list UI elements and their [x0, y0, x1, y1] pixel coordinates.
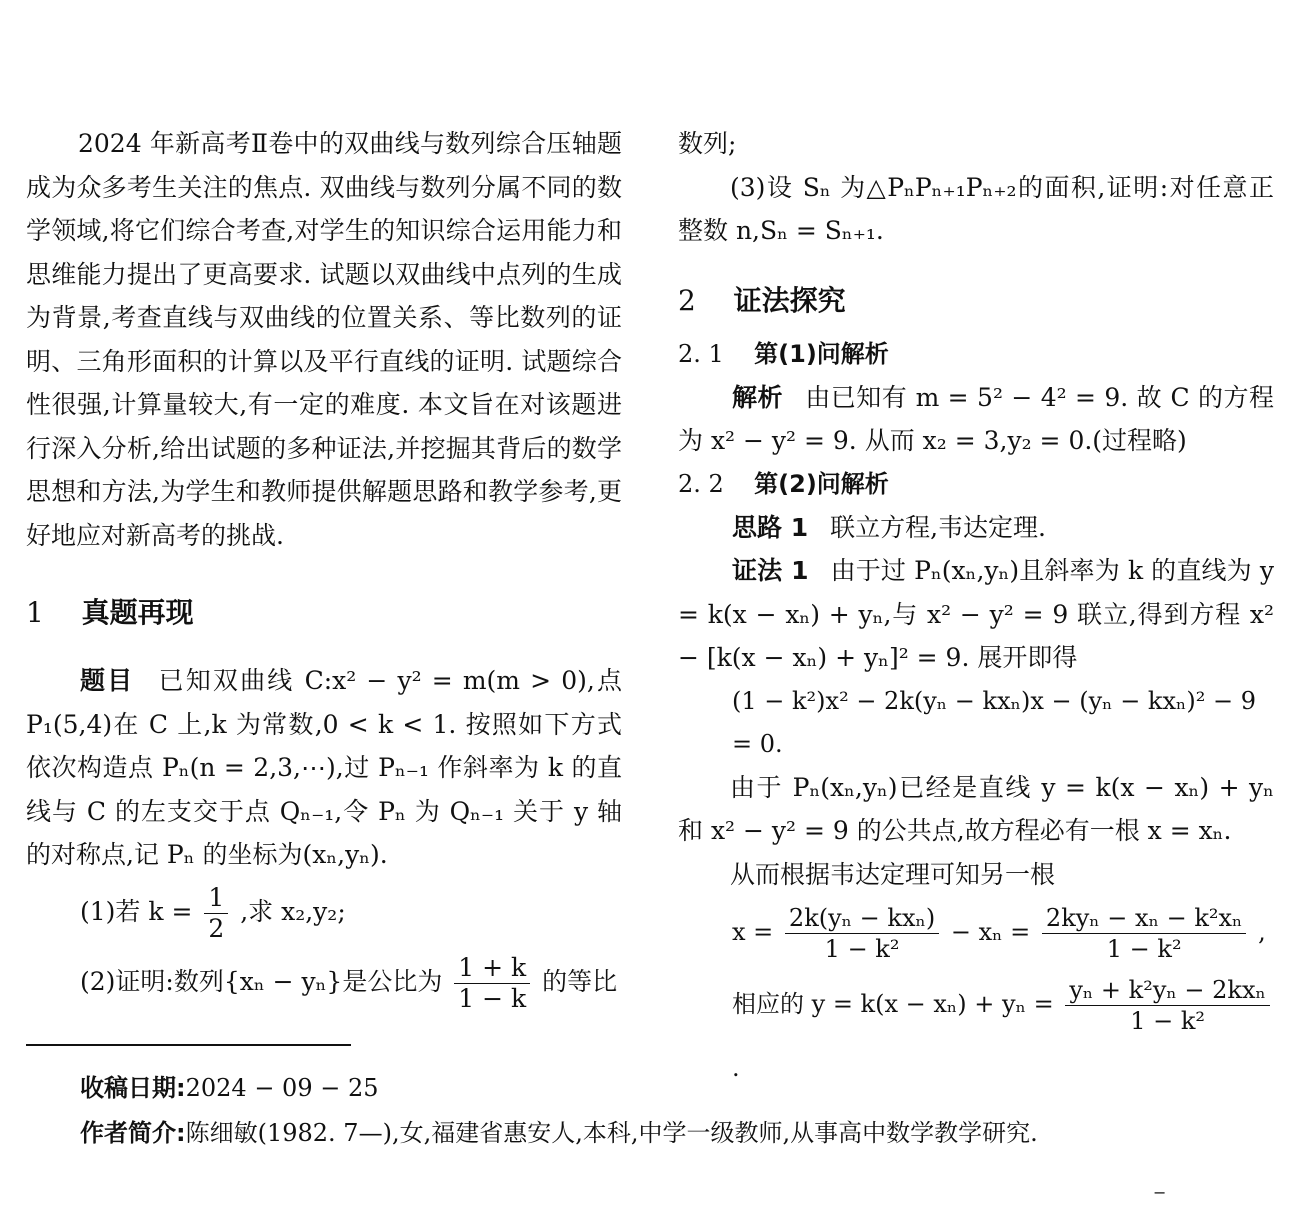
- eq2-end: ,: [1258, 918, 1266, 946]
- subsection-2-1-heading: [678, 333, 1274, 376]
- q1-frac-num: 1: [204, 883, 228, 914]
- footnote-received: [80, 1073, 379, 1103]
- idea-1-text: 联立方程,韦达定理.: [830, 512, 1046, 542]
- footnote-author: [80, 1118, 1038, 1148]
- section-2-title: 证法探究: [733, 283, 846, 317]
- proof-1-paragraph: [678, 549, 1274, 680]
- eq2-f2-num: 2kyₙ − xₙ − k²xₙ: [1042, 903, 1247, 934]
- eq3-den: 1 − k²: [1130, 1007, 1205, 1035]
- eq3-fraction: [1065, 975, 1270, 1036]
- subsection-2-1-title: 第(1)问解析: [754, 339, 889, 368]
- q2-frac-num: 1 + k: [454, 953, 530, 984]
- equation-1: (1 − k²)x² − 2k(yₙ − kxₙ)x − (yₙ − kxₙ)² − 9 = 0.: [732, 686, 1257, 758]
- subsection-2-2-heading: [678, 463, 1274, 506]
- equation-3: [678, 972, 1274, 1100]
- eq2-f1-num: 2k(yₙ − kxₙ): [785, 903, 939, 934]
- equation-2: [678, 900, 1274, 964]
- q2-suffix: 的等比: [542, 966, 618, 996]
- subsection-2-2-number: 2. 2: [678, 469, 724, 498]
- eq2-f2-den: 1 − k²: [1106, 935, 1182, 963]
- q2-fraction: [454, 953, 530, 1014]
- proof-1-label: 证法 1: [732, 556, 809, 585]
- other-root-paragraph: 从而根据韦达定理可知另一根: [730, 859, 1056, 889]
- subsection-2-1-number: 2. 1: [678, 339, 724, 368]
- q2-continuation: 数列;: [678, 129, 737, 158]
- left-column: [26, 122, 622, 1014]
- right-column: [678, 122, 1274, 1100]
- eq2-f1-den: 1 − k²: [824, 935, 900, 963]
- q2-prefix: (2)证明:数列{xₙ − yₙ}是公比为: [80, 966, 443, 996]
- received-label: 收稿日期:: [80, 1074, 186, 1102]
- page-mark: −: [1153, 1183, 1167, 1202]
- question-2: [26, 952, 622, 1014]
- eq3-prefix: 相应的 y = k(x − xₙ) + yₙ =: [732, 990, 1054, 1018]
- q1-suffix: ,求 x₂,y₂;: [240, 896, 346, 926]
- problem-text: 已知双曲线 C:x² − y² = m(m > 0),点 P₁(5,4)在 C 上,k 为常数,0 < k < 1. 按照如下方式依次构造点 Pₙ(n = 2,3,⋯),过 Pₙ₋₁ 作斜率为 k 的直线与 C 的左支交于点 Qₙ₋₁,令 Pₙ 为 Qₙ₋₁ 关于 y 轴的对称点,记 Pₙ 的坐标为(xₙ,yₙ).: [26, 666, 622, 869]
- idea-1-label: 思路 1: [732, 512, 809, 542]
- subsection-2-2-title: 第(2)问解析: [754, 469, 889, 498]
- author-label: 作者简介:: [80, 1119, 186, 1147]
- problem-paragraph: [26, 659, 622, 877]
- section-1-number: 1: [26, 596, 44, 629]
- footnote-rule: [26, 1044, 351, 1046]
- q1-fraction: [204, 883, 228, 944]
- author-value: 陈细敏(1982. 7—),女,福建省惠安人,本科,中学一级教师,从事高中数学教学研究.: [185, 1119, 1038, 1147]
- analysis-label: 解析: [732, 382, 783, 412]
- eq2-fraction-1: [785, 903, 939, 964]
- q2-frac-den: 1 − k: [458, 983, 527, 1013]
- question-1: [26, 883, 622, 944]
- section-1-title: 真题再现: [81, 596, 194, 629]
- intro-paragraph: 2024 年新高考Ⅱ卷中的双曲线与数列综合压轴题成为众多考生关注的焦点. 双曲线与数列分属不同的数学领域,将它们综合考查,对学生的知识综合运用能力和思维能力提出了更高要求. 试题以双曲线中点列的生成为背景,考查直线与双曲线的位置关系、等比数列的证明、三角形面积的计算以及平行直线的证明. 试题综合性很强,计算量较大,有一定的难度. 本文旨在对该题进行深入分析,给出试题的多种证法,并挖掘其背后的数学思想和方法,为学生和教师提供解题思路和教学参考,更好地应对新高考的挑战.: [26, 129, 622, 550]
- analysis-paragraph: [678, 376, 1274, 463]
- eq2-lhs: x =: [732, 918, 774, 946]
- received-value: 2024 − 09 − 25: [185, 1074, 379, 1102]
- idea-1-paragraph: [678, 506, 1274, 550]
- proof-1-text: 由于过 Pₙ(xₙ,yₙ)且斜率为 k 的直线为 y = k(x − xₙ) + yₙ,与 x² − y² = 9 联立,得到方程 x² − [k(x − xₙ) + yₙ]² = 9. 展开即得: [678, 556, 1274, 672]
- question-3: (3)设 Sₙ 为△PₙPₙ₊₁Pₙ₊₂的面积,证明:对任意正整数 n,Sₙ = Sₙ₊₁.: [678, 172, 1274, 245]
- root-paragraph: 由于 Pₙ(xₙ,yₙ)已经是直线 y = k(x − xₙ) + yₙ 和 x² − y² = 9 的公共点,故方程必有一根 x = xₙ.: [678, 772, 1274, 845]
- eq3-end: .: [732, 1054, 740, 1082]
- section-2-number: 2: [678, 283, 696, 317]
- section-2-heading: [678, 279, 1274, 319]
- eq2-fraction-2: [1042, 903, 1247, 964]
- eq3-num: yₙ + k²yₙ − 2kxₙ: [1065, 975, 1270, 1006]
- analysis-text: 由已知有 m = 5² − 4² = 9. 故 C 的方程为 x² − y² = 9. 从而 x₂ = 3,y₂ = 0.(过程略): [678, 382, 1274, 455]
- section-1-heading: [26, 591, 622, 631]
- problem-label: 题目: [80, 666, 135, 695]
- q1-prefix: (1)若 k =: [80, 896, 193, 926]
- eq2-mid: − xₙ =: [950, 918, 1031, 946]
- q1-frac-den: 2: [208, 913, 225, 943]
